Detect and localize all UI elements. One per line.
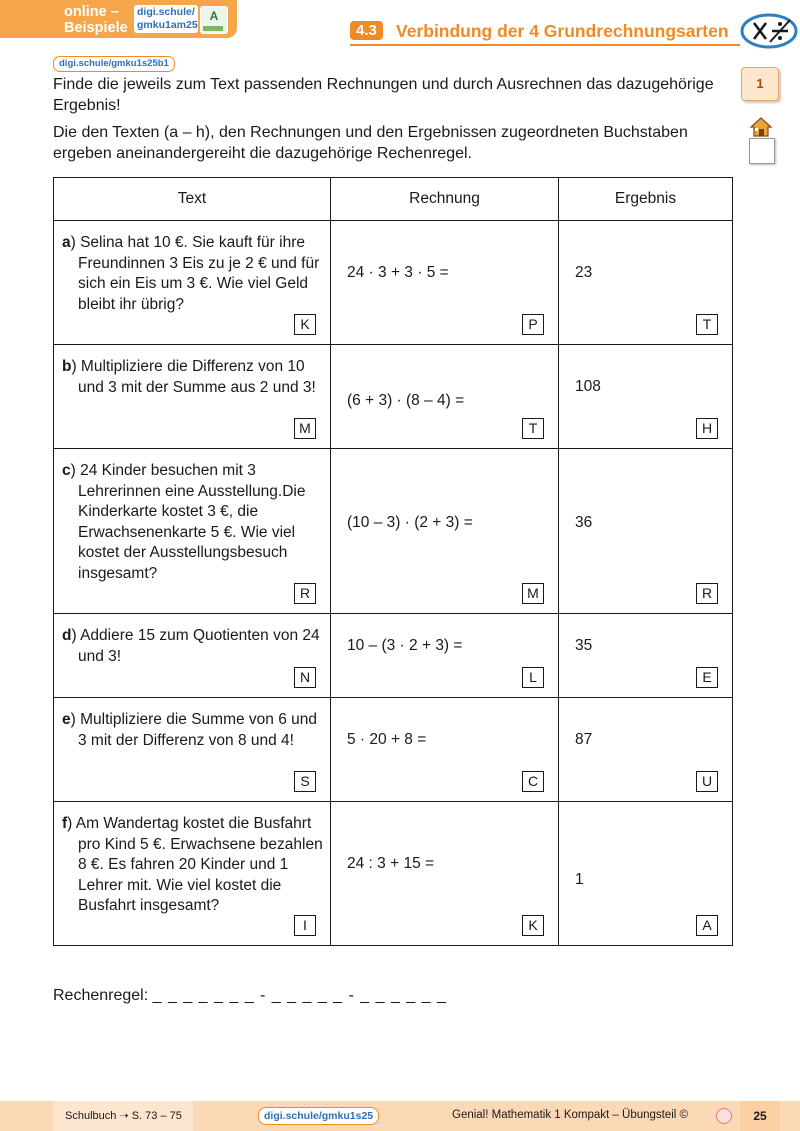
row-letter: e (62, 711, 71, 728)
result-letter-box: R (696, 583, 718, 604)
exercise-table (53, 177, 733, 946)
table-row (54, 698, 733, 802)
text-letter-box: S (294, 771, 316, 792)
calculation-letter-box: L (522, 667, 544, 688)
footer-online-code[interactable]: digi.schule/gmku1s25 (258, 1107, 379, 1125)
online-examples-tab[interactable] (0, 0, 237, 38)
table-row (54, 449, 733, 614)
text-letter-box: M (294, 418, 316, 439)
calculation-letter-box: P (522, 314, 544, 335)
calculation: 24 · 3 + 3 · 5 = (347, 264, 449, 281)
chapter-title: Verbindung der 4 Grundrechnungsarten (396, 21, 729, 41)
result-letter-box: U (696, 771, 718, 792)
result: 35 (575, 637, 593, 654)
row-text: ) Addiere 15 zum Quotienten von 24 und 3! (71, 627, 320, 665)
calculation: (6 + 3) · (8 – 4) = (347, 392, 465, 409)
header-text: Text (54, 178, 331, 221)
row-letter: d (62, 627, 72, 644)
result: 108 (575, 378, 601, 395)
calculation-letter-box: T (522, 418, 544, 439)
schoolbook-reference: Schulbuch ➝ S. 73 – 75 (65, 1110, 182, 1122)
row-text: ) Am Wandertag kostet die Busfahrt pro Kind 5 €. Erwachsene bezahlen 8 €. Es fahren 20 Kinder und 1 Lehrer mit. Wie viel kostet die Busfahrt insgesamt? (67, 815, 323, 914)
table-row (54, 221, 733, 345)
app-icon: A (200, 6, 228, 34)
chapter-number: 4.3 (350, 21, 383, 40)
row-letter: f (62, 815, 68, 832)
task-number-badge: 1 (741, 67, 779, 101)
instruction-1: Finde die jeweils zum Text passenden Rechnungen und durch Ausrechnen das dazugehörige Ergebnis! (53, 76, 714, 114)
rule-blanks[interactable]: _ _ _ _ _ _ _ - _ _ _ _ _ - _ _ _ _ _ _ (152, 987, 447, 1004)
row-letter: b (62, 358, 72, 375)
table-row (54, 614, 733, 698)
result: 1 (575, 871, 584, 888)
homework-house-icon (749, 116, 775, 170)
text-letter-box: K (294, 314, 316, 335)
text-letter-box: R (294, 583, 316, 604)
homework-checkbox[interactable] (749, 138, 775, 164)
row-text: ) 24 Kinder besuchen mit 3 Lehrerinnen eine Ausstellung.Die Kinderkarte kostet 3 €, die Erwachsenenkarte 5 €. Wie viel kostet der Ausstellungsbesuch insgesamt? (70, 462, 306, 582)
page-number: 25 (740, 1101, 780, 1131)
online-examples-label: online – Beispiele (64, 4, 128, 36)
task-online-code[interactable]: digi.schule/gmku1s25b1 (53, 56, 175, 72)
table-row (54, 802, 733, 946)
publisher-logo-icon (716, 1108, 732, 1124)
result: 36 (575, 514, 593, 531)
calculation: 10 – (3 · 2 + 3) = (347, 637, 463, 654)
text-letter-box: N (294, 667, 316, 688)
instruction-2: Die den Texten (a – h), den Rechnungen und den Ergebnissen zugeordneten Buchstaben ergeben aneinandergereiht die dazugehörige Rechenregel. (53, 124, 688, 162)
result-letter-box: A (696, 915, 718, 936)
calculation-letter-box: C (522, 771, 544, 792)
row-text: ) Multipliziere die Summe von 6 und 3 mit der Differenz von 8 und 4! (70, 711, 318, 749)
online-code-badge[interactable]: digi.schule/ gmku1am25 (134, 5, 198, 33)
chapter-divider (350, 44, 740, 46)
header-result: Ergebnis (559, 178, 733, 221)
row-text: ) Selina hat 10 €. Sie kauft für ihre Freundinnen 3 Eis zu je 2 € und für sich ein Eis um 3 €. Wie viel Geld bleibt ihr übrig? (70, 234, 320, 313)
calculation: 24 : 3 + 15 = (347, 855, 435, 872)
calculation-letter-box: M (522, 583, 544, 604)
result-letter-box: H (696, 418, 718, 439)
header-calculation: Rechnung (331, 178, 559, 221)
rule-answer-line[interactable] (53, 985, 447, 1007)
result: 23 (575, 264, 593, 281)
calculation-letter-box: K (522, 915, 544, 936)
calculation: (10 – 3) · (2 + 3) = (347, 514, 473, 531)
result-letter-box: T (696, 314, 718, 335)
rule-label: Rechenregel: (53, 987, 149, 1004)
table-header-row (54, 178, 733, 221)
text-letter-box: I (294, 915, 316, 936)
page-footer (0, 1101, 800, 1131)
result: 87 (575, 731, 593, 748)
row-letter: a (62, 234, 71, 251)
row-text: ) Multipliziere die Differenz von 10 und 3 mit der Summe aus 2 und 3! (71, 358, 316, 396)
book-title: Genial! Mathematik 1 Kompakt – Übungsteil © (452, 1109, 689, 1121)
row-letter: c (62, 462, 71, 479)
result-letter-box: E (696, 667, 718, 688)
calculation: 5 · 20 + 8 = (347, 731, 427, 748)
table-row (54, 345, 733, 449)
arithmetic-operations-icon (740, 12, 798, 50)
